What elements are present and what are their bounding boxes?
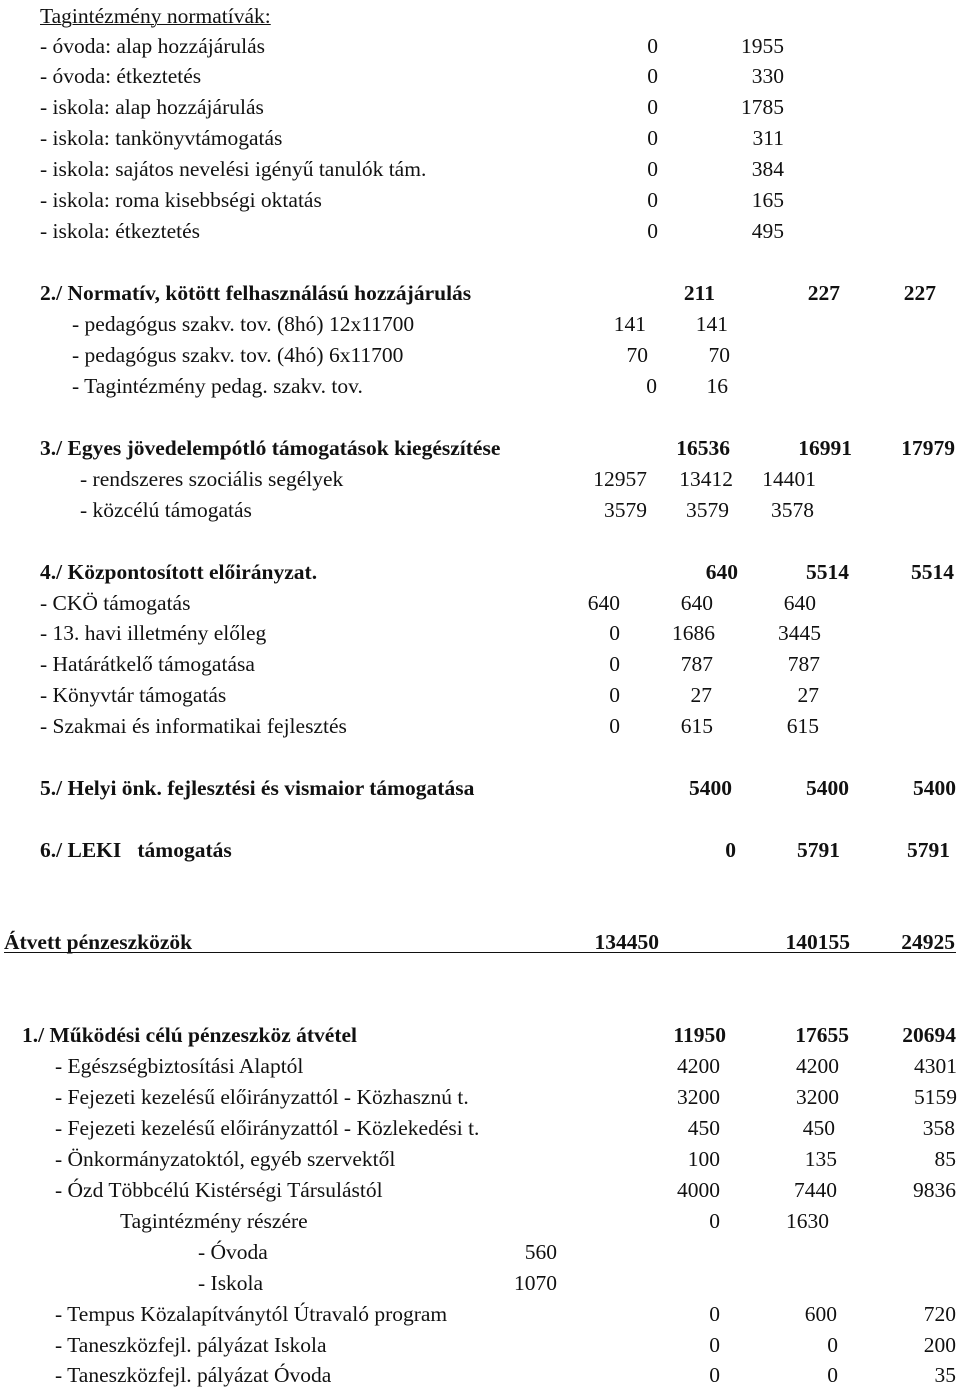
row-value: 35	[934, 1363, 956, 1387]
row-label: - Szakmai és informatikai fejlesztés	[40, 714, 347, 738]
section-value: 17655	[795, 1023, 849, 1047]
row-value: 135	[804, 1147, 837, 1171]
row-label: - óvoda: étkeztetés	[40, 64, 202, 88]
row-value: 3200	[677, 1085, 720, 1109]
row-value: 27	[690, 683, 712, 707]
row-value: 1070	[514, 1271, 557, 1295]
row-label: - iskola: tankönyvtámogatás	[40, 126, 283, 150]
row-value: 450	[802, 1116, 835, 1140]
row-label: - óvoda: alap hozzájárulás	[40, 34, 266, 58]
section-value: 5400	[913, 776, 956, 800]
row-value: 0	[647, 157, 658, 181]
row-label: - 13. havi illetmény előleg	[40, 621, 267, 645]
row-value: 70	[708, 343, 730, 367]
row-value: 640	[783, 591, 816, 615]
row-value: 560	[524, 1240, 557, 1264]
row-value: 3200	[796, 1085, 839, 1109]
section-value: 227	[807, 281, 840, 305]
row-label: - Fejezeti kezelésű előirányzattól - Közlekedési t.	[55, 1116, 480, 1140]
row-label: - iskola: sajátos nevelési igényű tanulók tám.	[40, 157, 427, 181]
row-label: Tagintézmény részére	[120, 1209, 308, 1233]
row-value: 4200	[677, 1054, 720, 1078]
row-value: 4200	[796, 1054, 839, 1078]
row-value: 600	[804, 1302, 837, 1326]
row-value: 12957	[593, 467, 647, 491]
row-value: 0	[647, 188, 658, 212]
section-heading-2: 2./ Normatív, kötött felhasználású hozzájárulás	[40, 281, 472, 305]
section-value: 227	[903, 281, 936, 305]
section-value: 17979	[901, 436, 955, 460]
row-value: 100	[687, 1147, 720, 1171]
row-label: - Határátkelő támogatása	[40, 652, 255, 676]
row-label: - Egészségbiztosítási Alaptól	[55, 1054, 304, 1078]
row-value: 640	[680, 591, 713, 615]
row-value: 0	[609, 652, 620, 676]
row-value: 4301	[914, 1054, 957, 1078]
row-value: 0	[709, 1333, 720, 1357]
row-value: 0	[609, 714, 620, 738]
row-value: 141	[695, 312, 728, 336]
row-value: 200	[923, 1333, 956, 1357]
row-value: 1955	[741, 34, 784, 58]
row-value: 14401	[762, 467, 816, 491]
row-value: 787	[787, 652, 820, 676]
row-value: 4000	[677, 1178, 720, 1202]
row-value: 330	[751, 64, 784, 88]
row-value: 0	[647, 95, 658, 119]
row-value: 0	[609, 683, 620, 707]
row-value: 0	[609, 621, 620, 645]
row-value: 85	[934, 1147, 956, 1171]
row-value: 3579	[604, 498, 647, 522]
row-value: 165	[751, 188, 784, 212]
row-label: - rendszeres szociális segélyek	[80, 467, 344, 491]
section-value: 0	[725, 838, 736, 862]
row-value: 311	[752, 126, 784, 150]
row-value: 0	[709, 1209, 720, 1233]
row-value: 384	[751, 157, 784, 181]
row-value: 1630	[786, 1209, 829, 1233]
row-label: - pedagógus szakv. tov. (4hó) 6x11700	[72, 343, 404, 367]
row-value: 27	[797, 683, 819, 707]
section-value: 16991	[798, 436, 852, 460]
row-label: - Taneszközfejl. pályázat Iskola	[55, 1333, 327, 1357]
row-value: 9836	[913, 1178, 956, 1202]
row-value: 0	[647, 64, 658, 88]
section-value: 5514	[911, 560, 954, 584]
section-value: 24925	[901, 930, 955, 954]
row-value: 495	[751, 219, 784, 243]
row-label: - Iskola	[198, 1271, 264, 1295]
section-heading-taginstitution-norms: Tagintézmény normatívák:	[40, 4, 271, 28]
row-label: - Ózd Többcélú Kistérségi Társulástól	[55, 1178, 383, 1202]
row-value: 0	[646, 374, 657, 398]
row-label: - iskola: roma kisebbségi oktatás	[40, 188, 322, 212]
section-value: 5791	[907, 838, 950, 862]
row-value: 70	[626, 343, 648, 367]
row-label: - pedagógus szakv. tov. (8hó) 12x11700	[72, 312, 415, 336]
row-value: 0	[827, 1333, 838, 1357]
row-value: 358	[922, 1116, 955, 1140]
row-label: - iskola: alap hozzájárulás	[40, 95, 264, 119]
row-value: 640	[587, 591, 620, 615]
row-label: - Tagintézmény pedag. szakv. tov.	[72, 374, 363, 398]
row-label: - Óvoda	[198, 1240, 268, 1264]
row-value: 0	[647, 219, 658, 243]
section-value: 5514	[806, 560, 849, 584]
row-label: - CKÖ támogatás	[40, 591, 191, 615]
row-value: 615	[680, 714, 713, 738]
section-value: 5400	[806, 776, 849, 800]
section-value: 640	[705, 560, 738, 584]
row-label: - Önkormányzatoktól, egyéb szervektől	[55, 1147, 396, 1171]
row-value: 5159	[914, 1085, 957, 1109]
row-value: 720	[923, 1302, 956, 1326]
row-value: 0	[709, 1302, 720, 1326]
row-value: 0	[647, 126, 658, 150]
section-value: 20694	[902, 1023, 956, 1047]
section-value: 140155	[785, 930, 850, 954]
row-label: - Taneszközfejl. pályázat Óvoda	[55, 1363, 332, 1387]
row-value: 0	[709, 1363, 720, 1387]
section-heading-4: 4./ Központosított előirányzat.	[40, 560, 318, 584]
row-value: 16	[706, 374, 728, 398]
section-value: 134450	[594, 930, 659, 954]
row-value: 787	[680, 652, 713, 676]
row-value: 0	[827, 1363, 838, 1387]
row-label: - Tempus Közalapítványtól Útravaló program	[55, 1302, 448, 1326]
row-value: 13412	[679, 467, 733, 491]
section-value: 211	[683, 281, 715, 305]
section-value: 16536	[676, 436, 730, 460]
row-value: 3578	[771, 498, 814, 522]
section-heading-6: 6./ LEKI támogatás	[40, 838, 232, 862]
row-value: 615	[786, 714, 819, 738]
row-value: 7440	[794, 1178, 837, 1202]
underline-rule	[4, 952, 956, 953]
row-label: - közcélú támogatás	[80, 498, 252, 522]
section-value: 11950	[673, 1023, 726, 1047]
row-value: 3579	[686, 498, 729, 522]
section-heading-operating-transfer: 1./ Működési célú pénzeszköz átvétel	[22, 1023, 357, 1047]
row-value: 1686	[672, 621, 715, 645]
row-value: 1785	[741, 95, 784, 119]
row-label: - iskola: étkeztetés	[40, 219, 200, 243]
row-value: 141	[613, 312, 646, 336]
row-label: - Könyvtár támogatás	[40, 683, 227, 707]
row-value: 450	[687, 1116, 720, 1140]
row-label: - Fejezeti kezelésű előirányzattól - Közhasznú t.	[55, 1085, 469, 1109]
row-value: 3445	[778, 621, 821, 645]
section-heading-5: 5./ Helyi önk. fejlesztési és vismaior támogatása	[40, 776, 475, 800]
section-value: 5791	[797, 838, 840, 862]
section-heading-transferred-funds: Átvett pénzeszközök	[4, 930, 193, 954]
row-value: 0	[647, 34, 658, 58]
section-heading-3: 3./ Egyes jövedelempótló támogatások kiegészítése	[40, 436, 501, 460]
section-value: 5400	[689, 776, 732, 800]
